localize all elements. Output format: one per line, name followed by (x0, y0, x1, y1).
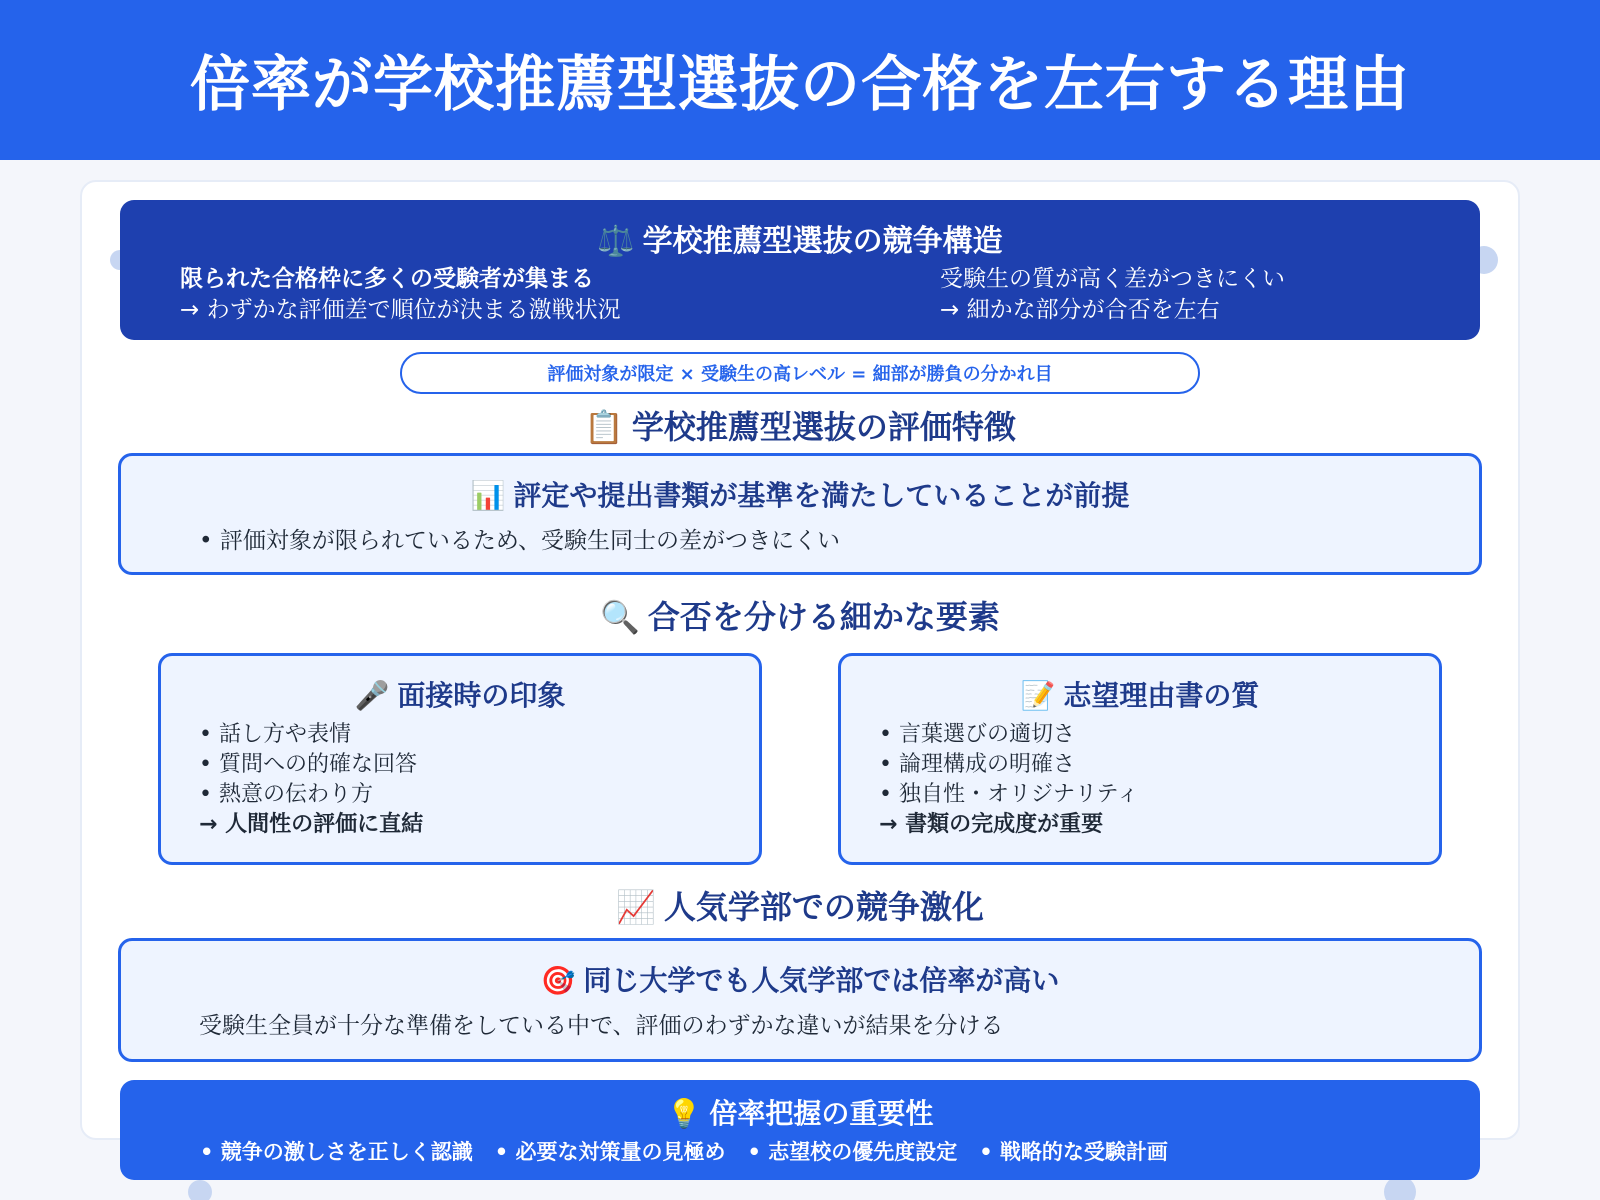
clipboard-icon: 📋 (584, 408, 624, 446)
list-conclusion: → 書類の完成度が重要 (879, 812, 1104, 837)
scale-icon: ⚖️ (597, 224, 635, 259)
lightbulb-icon: 💡 (666, 1097, 702, 1130)
evaluation-card-bullet: • 評価対象が限られているため、受験生同士の差がつきにくい (199, 528, 840, 554)
list-item: • 話し方や表情 (199, 722, 351, 747)
interview-card (158, 653, 762, 865)
target-icon: 🎯 (540, 964, 576, 997)
importance-item: • 戦略的な受験計画 (979, 1140, 1168, 1164)
list-item: • 独自性・オリジナリティ (879, 782, 1139, 807)
decor-dot (188, 1180, 212, 1200)
competition-structure-title: ⚖️ 学校推薦型選抜の競争構造 (597, 224, 1003, 259)
list-item: • 論理構成の明確さ (879, 752, 1075, 777)
trend-chart-icon: 📈 (616, 888, 656, 926)
importance-item: • 必要な対策量の見極め (494, 1140, 726, 1164)
microphone-icon: 🎤 (354, 679, 390, 712)
competition-structure-box (120, 200, 1480, 340)
list-item: • 質問への的確な回答 (199, 752, 417, 777)
structure-left-text: 限られた合格枠に多くの受験者が集まる → わずかな評価差で順位が決まる激戦状況 (180, 266, 621, 323)
importance-title: 💡 倍率把握の重要性 (666, 1097, 934, 1130)
formula-pill: 評価対象が限定 × 受験生の高レベル = 細部が勝負の分かれ目 (400, 352, 1200, 394)
page-title: 倍率が学校推薦型選抜の合格を左右する理由 (190, 50, 1410, 120)
popular-faculty-card-title: 🎯 同じ大学でも人気学部では倍率が高い (540, 964, 1060, 997)
section-title-evaluation: 📋 学校推薦型選抜の評価特徴 (584, 408, 1016, 446)
importance-item: • 志望校の優先度設定 (747, 1140, 958, 1164)
list-item: • 熱意の伝わり方 (199, 782, 373, 807)
importance-item: • 競争の激しさを正しく認識 (200, 1140, 473, 1164)
importance-box (120, 1080, 1480, 1180)
statement-list (879, 720, 1139, 840)
list-conclusion: → 人間性の評価に直結 (199, 812, 424, 837)
interview-card-title: 🎤 面接時の印象 (354, 679, 566, 712)
structure-right-text: 受験生の質が高く差がつきにくい → 細かな部分が合否を左右 (940, 266, 1285, 323)
bar-chart-icon: 📊 (470, 479, 506, 512)
popular-faculty-card (118, 938, 1482, 1062)
evaluation-card-title: 📊 評定や提出書類が基準を満たしていることが前提 (470, 479, 1130, 512)
section-title-popular: 📈 人気学部での競争激化 (616, 888, 984, 926)
memo-icon: 📝 (1020, 679, 1056, 712)
importance-items (200, 1136, 1168, 1166)
statement-card-title: 📝 志望理由書の質 (1020, 679, 1260, 712)
statement-card (838, 653, 1442, 865)
page-header (0, 0, 1600, 160)
interview-list (199, 720, 423, 840)
magnifier-icon: 🔍 (600, 598, 640, 636)
evaluation-card (118, 453, 1482, 575)
section-title-factors: 🔍 合否を分ける細かな要素 (600, 598, 1000, 636)
list-item: • 言葉選びの適切さ (879, 722, 1075, 747)
popular-faculty-card-body: 受験生全員が十分な準備をしている中で、評価のわずかな違いが結果を分ける (199, 1013, 1004, 1039)
